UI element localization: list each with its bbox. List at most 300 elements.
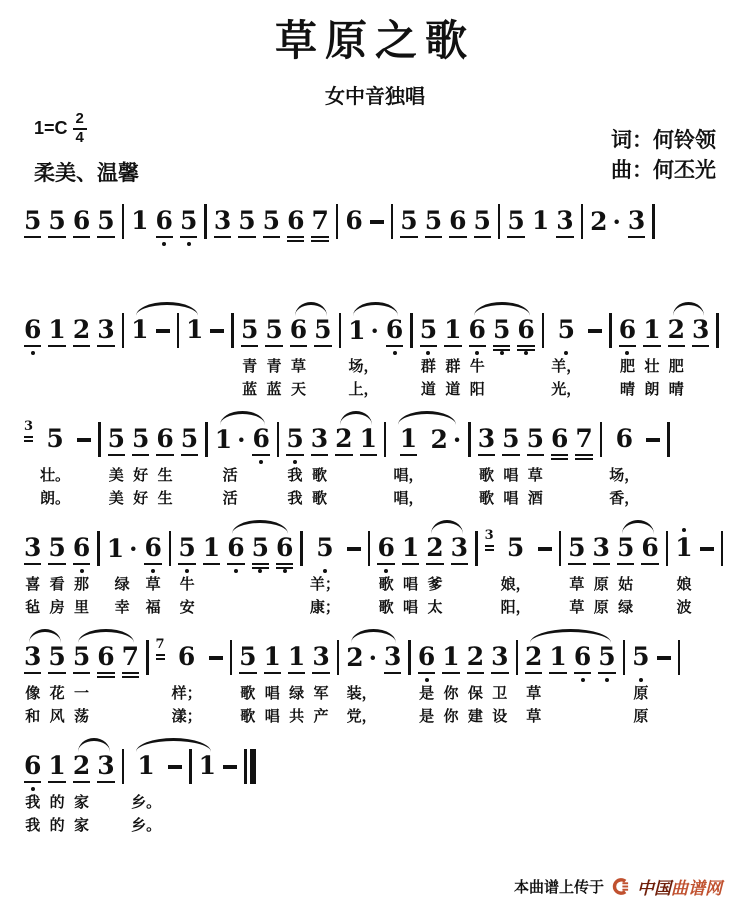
lyric-verse1: 羊；	[309, 575, 340, 593]
lyric-verse1: 唱	[503, 466, 519, 484]
lyric-verse2: 太	[427, 598, 443, 616]
lyric-verse1: 装，	[346, 684, 377, 702]
note-digit: 1	[137, 751, 155, 780]
note-digit: 1	[288, 643, 305, 674]
grace-note	[156, 631, 165, 712]
expression-marking: 柔美、温馨	[34, 160, 139, 185]
lyric-verse2: 漾；	[171, 707, 202, 725]
music-line	[24, 201, 726, 297]
note	[426, 528, 443, 619]
music-line	[24, 528, 726, 624]
note-digit: 1	[549, 643, 566, 674]
note	[575, 419, 592, 510]
dash-note	[210, 310, 224, 401]
note	[619, 310, 636, 401]
note	[48, 528, 65, 619]
slur-group	[426, 528, 468, 619]
lyric-verse1: 一	[74, 684, 90, 702]
lyric-verse2: 设	[492, 707, 508, 725]
lyric-verse1: 花	[49, 684, 65, 702]
lyric-verse1: 歌	[311, 466, 327, 484]
note	[288, 637, 305, 728]
note	[131, 201, 148, 292]
note-digit: 2	[346, 643, 364, 672]
note-digit: 5	[617, 534, 634, 565]
lyric-verse2: 家	[74, 816, 90, 834]
note-digit: 7	[575, 425, 592, 456]
note	[214, 201, 231, 292]
note-digit: 5	[24, 207, 41, 238]
note-digit: 6	[619, 316, 636, 347]
lyric-verse1: 美	[108, 466, 124, 484]
lyric-verse2: 共	[289, 707, 305, 725]
note	[122, 637, 139, 728]
lyric-verse2: 酒	[527, 489, 543, 507]
meta-row	[34, 109, 716, 185]
note	[172, 637, 202, 728]
note-digit: 1	[400, 425, 417, 456]
note	[668, 310, 685, 401]
lyric-verse1: 歌	[378, 575, 394, 593]
slur-group	[668, 310, 710, 401]
note	[24, 201, 41, 292]
lyric-verse2: 产	[313, 707, 329, 725]
note-digit: 3	[312, 643, 329, 674]
note-digit: 1	[131, 206, 149, 235]
note-digit: 1	[444, 316, 461, 347]
note	[252, 528, 269, 619]
note-digit: 6	[469, 316, 486, 347]
music-line	[24, 746, 726, 842]
barline	[169, 531, 172, 566]
barline	[581, 204, 584, 239]
note	[501, 528, 531, 619]
barline	[122, 313, 125, 348]
music-line	[24, 419, 726, 515]
slur-group	[393, 419, 461, 510]
lyric-verse1: 那	[74, 575, 90, 593]
lyric-verse2: 生	[157, 489, 173, 507]
lyric-verse1: 你	[443, 684, 459, 702]
note	[420, 310, 437, 401]
note-digit: 5	[48, 207, 65, 238]
augmentation-dot: ·	[452, 425, 462, 454]
note-digit: 3	[478, 425, 495, 456]
site-name-primary: 中国	[637, 879, 671, 899]
lyric-verse2: 朗	[644, 380, 660, 398]
note-digit: 3	[97, 316, 114, 347]
note-digit: 6	[144, 534, 161, 565]
dash-note	[223, 746, 237, 837]
barline	[231, 313, 234, 348]
note	[593, 528, 610, 619]
note	[290, 310, 307, 401]
lyric-verse2: 歌	[311, 489, 327, 507]
note	[215, 419, 246, 510]
lyric-verse1: 场，	[348, 357, 379, 375]
barline	[300, 531, 303, 566]
note-digit: 5	[400, 207, 417, 238]
slur-group	[73, 746, 115, 837]
low-octave-dot	[259, 460, 263, 464]
note-digit: 5	[314, 316, 331, 347]
note-digit: 5	[527, 425, 544, 456]
low-octave-dot	[234, 569, 238, 573]
lyric-verse2: 原	[633, 707, 649, 725]
augmentation-dot: ·	[237, 425, 246, 454]
lyric-verse2: 是	[419, 707, 435, 725]
note	[311, 201, 328, 292]
lyric-verse1: 家	[74, 793, 90, 811]
lyric-verse2: 乡。	[131, 816, 162, 834]
note-digit: 1	[360, 425, 377, 456]
barline	[122, 204, 125, 239]
note	[286, 419, 303, 510]
note-digit: 2	[525, 643, 542, 674]
lyric-verse1: 娘	[676, 575, 692, 593]
lyric-verse1: 乡。	[131, 793, 162, 811]
note-digit: 1	[106, 534, 125, 563]
lyric-verse1: 草	[145, 575, 161, 593]
lyric-verse2: 活	[222, 489, 238, 507]
note-digit: 5	[598, 643, 615, 674]
lyric-verse1: 生	[157, 466, 173, 484]
note-digit: 5	[73, 643, 90, 674]
note-digit: 6	[574, 643, 591, 674]
note	[617, 528, 634, 619]
lyric-verse2: 美	[108, 489, 124, 507]
note-digit: 5	[108, 425, 125, 456]
note	[24, 310, 41, 401]
slur-group	[131, 746, 216, 837]
note-digit: 1	[348, 316, 366, 345]
note	[156, 419, 173, 510]
lyric-verse1: 牛	[469, 357, 485, 375]
note	[48, 201, 65, 292]
note-digit: 5	[263, 207, 280, 238]
dash-note	[156, 310, 170, 401]
note-digit: 5	[252, 534, 269, 565]
note-digit: 1	[186, 315, 204, 344]
note-digit: 5	[265, 316, 282, 347]
grace-note	[24, 413, 33, 494]
note	[40, 419, 70, 510]
note	[384, 637, 401, 728]
slur-group	[73, 637, 139, 728]
note-digit: 1	[214, 425, 233, 454]
note	[107, 528, 138, 619]
note	[314, 310, 331, 401]
note-digit: 3	[593, 534, 610, 565]
slur-group	[24, 637, 66, 728]
note-digit	[156, 329, 170, 333]
note-digit	[657, 656, 671, 660]
note	[186, 310, 203, 401]
lyric-verse2: 晴	[668, 380, 684, 398]
note	[360, 419, 377, 510]
lyric-verse1: 群	[445, 357, 461, 375]
note-digit: 1	[531, 206, 550, 235]
note	[431, 419, 462, 510]
lyricist-credit: 词：何铃领	[611, 127, 716, 152]
barline	[609, 313, 612, 348]
note	[478, 419, 495, 510]
lyric-verse2: 唱	[403, 598, 419, 616]
lyric-verse2: 唱，	[393, 489, 424, 507]
lyric-verse1: 歌	[478, 466, 494, 484]
note	[48, 637, 65, 728]
note	[335, 419, 352, 510]
note-digit: 1	[442, 643, 459, 674]
note	[502, 419, 519, 510]
time-signature-denominator: 4	[75, 128, 84, 146]
lyric-verse2: 上，	[348, 380, 379, 398]
lyric-verse1: 娘，	[500, 575, 531, 593]
dash-note	[168, 746, 182, 837]
barline	[230, 640, 233, 675]
note-digit: 1	[203, 534, 220, 565]
lyric-verse2: 风	[49, 707, 65, 725]
slur-group	[617, 528, 659, 619]
note	[287, 201, 304, 292]
note-digit	[210, 329, 224, 333]
slur-group	[227, 528, 293, 619]
note-digit: 5	[181, 425, 198, 456]
note	[525, 637, 542, 728]
lyric-verse1: 的	[49, 793, 65, 811]
lyric-verse2: 唱	[503, 489, 519, 507]
lyric-verse1: 歌	[240, 684, 256, 702]
note-digit: 7	[122, 643, 139, 674]
lyric-verse1: 羊，	[551, 357, 582, 375]
note-digit: 6	[276, 534, 293, 565]
qupu-logo-icon	[611, 877, 630, 896]
note-digit: 2	[335, 425, 352, 456]
barline	[667, 422, 670, 457]
note	[493, 310, 510, 401]
low-octave-dot	[500, 351, 504, 355]
note	[632, 637, 649, 728]
note-digit: 1	[198, 751, 217, 780]
note-digit: 2	[467, 643, 484, 674]
note	[643, 310, 660, 401]
credits	[611, 125, 716, 186]
note-digit: 6	[156, 425, 173, 456]
note-digit	[168, 765, 182, 769]
note	[264, 637, 281, 728]
lyric-verse1: 原	[593, 575, 609, 593]
note-digit: 5	[316, 533, 334, 562]
barline	[666, 531, 669, 566]
note	[551, 419, 568, 510]
barline	[146, 640, 149, 675]
note	[574, 637, 591, 728]
low-octave-dot	[393, 351, 397, 355]
lyric-verse2: 你	[443, 707, 459, 725]
lyric-verse1: 壮。	[40, 466, 71, 484]
note	[24, 637, 41, 728]
lyric-verse1: 姑	[618, 575, 634, 593]
note-digit	[646, 438, 660, 442]
barline	[277, 422, 280, 457]
note	[144, 528, 161, 619]
note-digit: 2	[426, 534, 443, 565]
lyric-verse1: 活	[222, 466, 238, 484]
lyric-verse2: 康；	[309, 598, 340, 616]
note-digit: 3	[556, 207, 573, 238]
note-digit: 6	[227, 534, 244, 565]
note-digit: 1	[264, 643, 281, 674]
note	[131, 746, 161, 837]
lyric-verse1: 草	[569, 575, 585, 593]
barline	[97, 531, 100, 566]
lyric-verse2: 福	[145, 598, 161, 616]
note-digit: 5	[48, 643, 65, 674]
dash-note	[646, 419, 660, 510]
barline	[716, 313, 719, 348]
note	[276, 528, 293, 619]
note-digit: 5	[286, 425, 303, 456]
lyric-verse1: 壮	[644, 357, 660, 375]
lyric-verse1: 草	[290, 357, 306, 375]
lyric-verse2: 里	[74, 598, 90, 616]
note-digit: 5	[178, 534, 195, 565]
note-digit: 6	[73, 207, 90, 238]
note	[549, 637, 566, 728]
note-digit: 1	[48, 752, 65, 783]
note	[241, 310, 258, 401]
note	[97, 310, 114, 401]
note-digit: 6	[290, 316, 307, 347]
barline	[189, 749, 192, 784]
note-digit: 5	[507, 207, 524, 238]
note-digit: 3	[311, 425, 328, 456]
barline	[205, 422, 208, 457]
dash-note	[657, 637, 671, 728]
time-signature-numerator: 2	[73, 111, 87, 130]
note	[346, 637, 377, 728]
note-digit: 6	[449, 207, 466, 238]
lyric-verse2: 朗。	[40, 489, 71, 507]
note	[675, 528, 692, 619]
lyric-verse1: 绿	[289, 684, 305, 702]
note	[227, 528, 244, 619]
low-octave-dot	[524, 351, 528, 355]
subtitle-voice-type: 女中音独唱	[325, 86, 425, 108]
lyric-verse2: 我	[287, 489, 303, 507]
lyric-verse1: 绿	[114, 575, 130, 593]
lyric-verse1: 草	[526, 684, 542, 702]
note-digit: 3	[24, 419, 33, 438]
note-digit: 5	[97, 207, 114, 238]
site-name-secondary: 曲谱网	[671, 879, 722, 899]
slur-group	[469, 310, 535, 401]
note-digit: 7	[311, 207, 328, 238]
key-label: 1=C	[34, 118, 68, 138]
lyric-verse1: 牛	[179, 575, 195, 593]
lyric-verse2: 房	[49, 598, 65, 616]
note-digit: 7	[156, 637, 165, 656]
barline	[678, 640, 681, 675]
note-digit	[209, 656, 223, 660]
lyric-verse2: 光，	[551, 380, 582, 398]
lyric-verse2: 荡	[74, 707, 90, 725]
note	[451, 528, 468, 619]
dash-note	[370, 201, 384, 292]
lyric-verse1: 好	[133, 466, 149, 484]
note	[263, 201, 280, 292]
note	[48, 746, 65, 837]
note	[48, 310, 65, 401]
note-digit	[700, 547, 714, 551]
lyric-verse1: 群	[420, 357, 436, 375]
note-digit: 6	[177, 642, 196, 671]
low-octave-dot	[31, 351, 35, 355]
note-digit: 5	[502, 425, 519, 456]
lyric-verse1: 像	[25, 684, 41, 702]
note	[108, 419, 125, 510]
note	[348, 310, 379, 401]
note-digit: 1	[48, 316, 65, 347]
note-digit	[223, 765, 237, 769]
note	[311, 419, 328, 510]
note	[73, 637, 90, 728]
dash-note	[700, 528, 714, 619]
lyric-verse2: 安	[179, 598, 195, 616]
note	[449, 201, 466, 292]
note-digit: 1	[675, 533, 693, 562]
note-digit	[370, 220, 384, 224]
augmentation-dot: ·	[368, 643, 377, 672]
lyric-verse2: 歌	[378, 598, 394, 616]
note-digit: 5	[474, 207, 491, 238]
note-digit: 5	[239, 643, 256, 674]
site-name	[637, 874, 722, 899]
note-digit: 5	[238, 207, 255, 238]
slur-group	[335, 419, 377, 510]
dash-note	[588, 310, 602, 401]
barline	[368, 531, 371, 566]
lyric-verse2: 好	[133, 489, 149, 507]
final-barline	[244, 749, 256, 784]
note	[73, 201, 90, 292]
note-digit: 6	[615, 424, 633, 453]
note-digit: 1	[643, 316, 660, 347]
note	[609, 419, 639, 510]
lyric-verse2: 我	[25, 816, 41, 834]
note	[97, 201, 114, 292]
note	[556, 201, 573, 292]
barline	[542, 313, 545, 348]
lyric-verse1: 青	[242, 357, 258, 375]
grace-note	[485, 522, 494, 603]
augmentation-dot: ·	[370, 316, 379, 345]
dash-note	[77, 419, 91, 510]
low-octave-dot	[283, 569, 287, 573]
note	[178, 528, 195, 619]
barline	[559, 531, 562, 566]
note-digit: 5	[420, 316, 437, 347]
note-digit: 3	[628, 207, 645, 238]
barline	[391, 204, 394, 239]
note-digit: 5	[132, 425, 149, 456]
lyric-verse2: 唱	[264, 707, 280, 725]
lyric-verse1: 样；	[171, 684, 202, 702]
note-digit: 5	[46, 424, 64, 453]
time-signature	[73, 111, 87, 146]
note	[692, 310, 709, 401]
note	[444, 310, 461, 401]
